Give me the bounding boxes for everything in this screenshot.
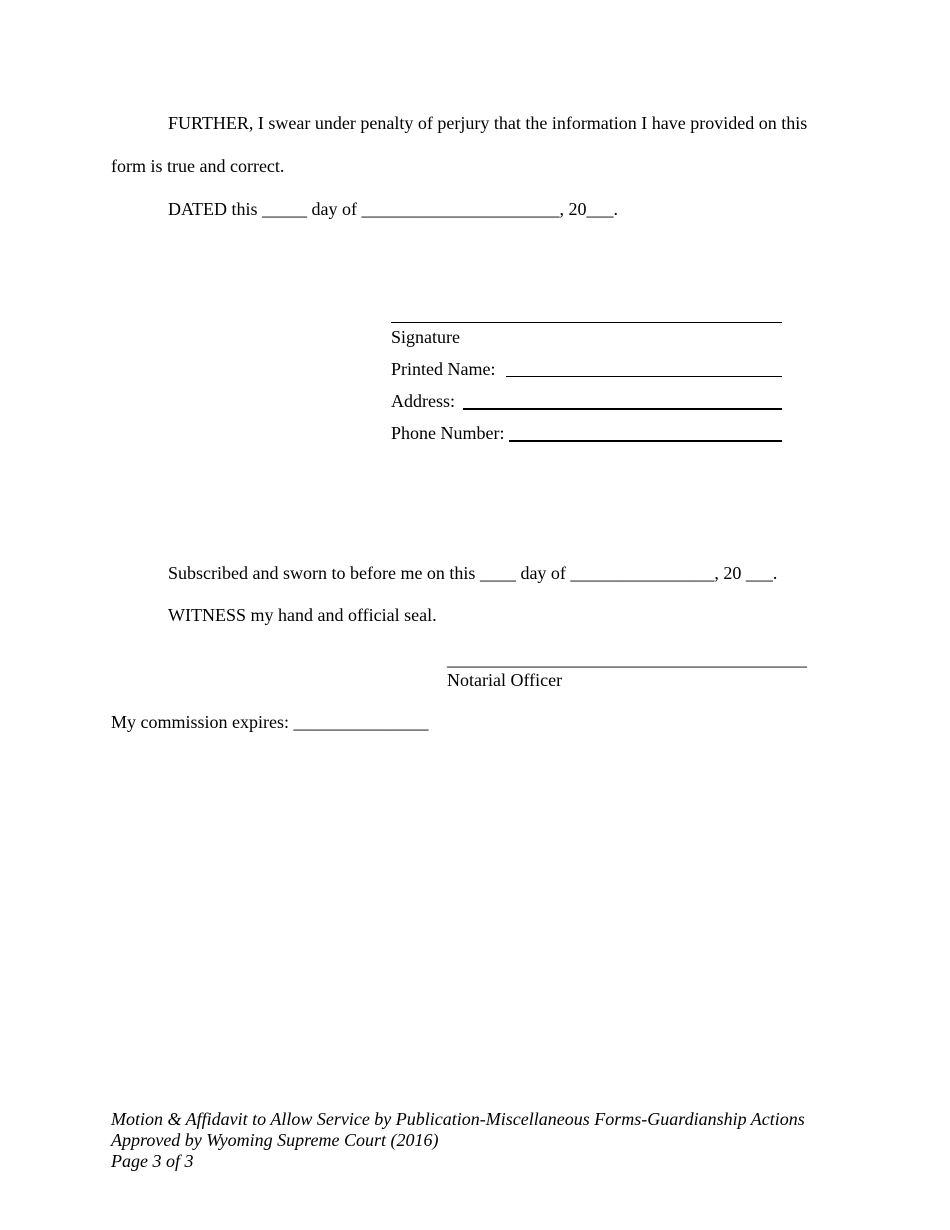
phone-number-field[interactable] [509,440,782,442]
oath-line-1: FURTHER, I swear under penalty of perjury that the information I have provided on this [168,113,808,133]
footer-approval: Approved by Wyoming Supreme Court (2016) [111,1130,439,1150]
dated-line[interactable]: DATED this _____ day of ______________________, 20___. [168,199,618,219]
signature-label: Signature [391,327,460,347]
printed-name-field[interactable] [506,376,782,377]
footer [111,1109,805,1172]
address-field[interactable] [463,408,782,410]
phone-number-label: Phone Number: [391,423,505,443]
notarial-officer-signature-line[interactable]: ________________________________________ [447,649,807,669]
sworn-statement[interactable]: Subscribed and sworn to before me on this ____ day of ________________, 20 ___. [168,563,778,583]
witness-statement: WITNESS my hand and official seal. [168,605,437,625]
notarial-officer-label: Notarial Officer [447,670,563,690]
footer-page-number: Page 3 of 3 [111,1151,194,1171]
address-label: Address: [391,391,455,411]
commission-expires-line[interactable]: My commission expires: _______________ [111,712,429,732]
printed-name-label: Printed Name: [391,359,496,379]
footer-form-title: Motion & Affidavit to Allow Service by Publication-Miscellaneous Forms-Guardianship Actions [111,1109,805,1129]
signature-line[interactable] [391,322,782,323]
oath-line-2: form is true and correct. [111,156,285,176]
